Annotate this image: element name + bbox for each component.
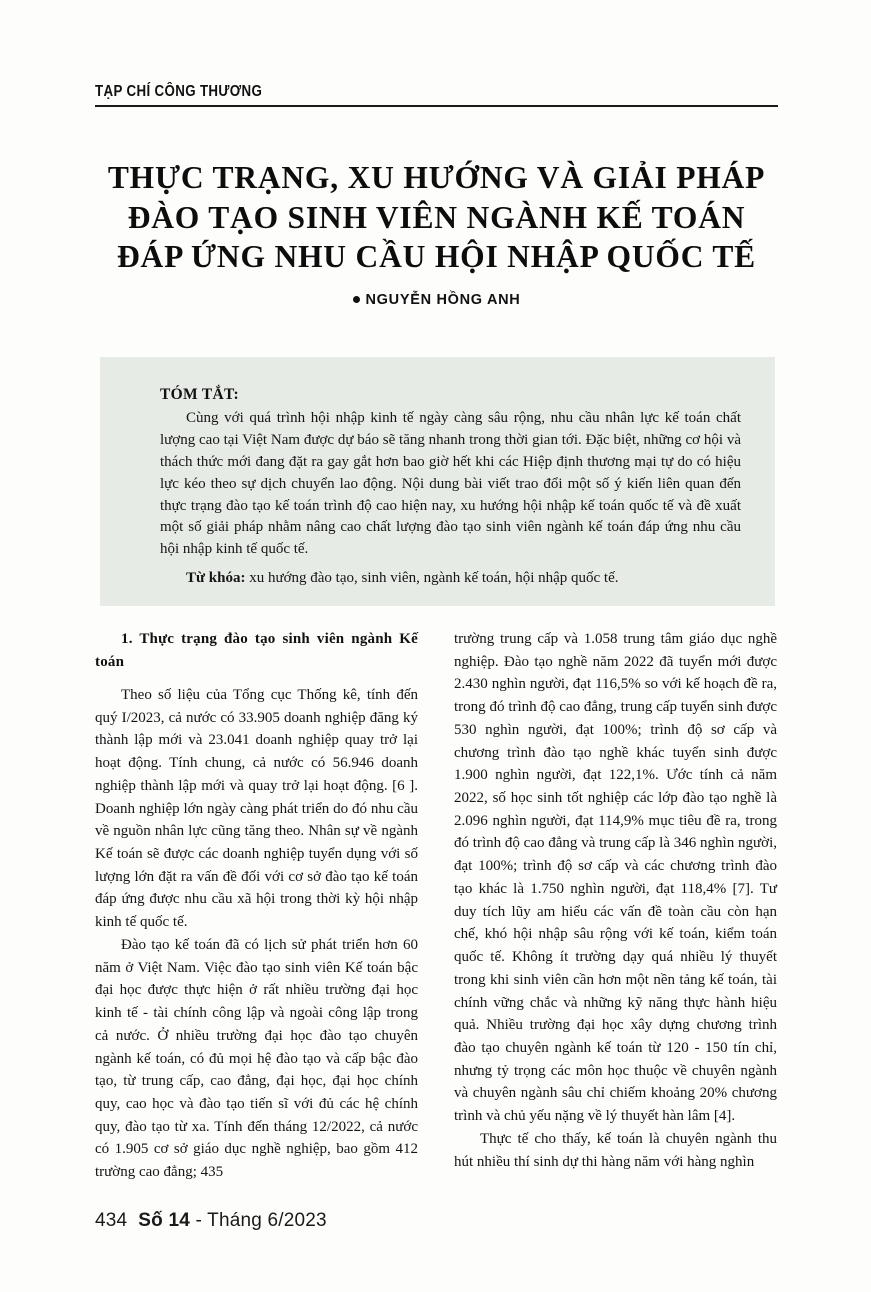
abstract-panel [100,357,775,606]
section-heading-1: 1. Thực trạng đào tạo sinh viên ngành Kế toán [95,631,418,670]
footer-issue: Số 14 [138,1210,190,1231]
author-byline [95,292,778,308]
article-title [95,158,778,277]
bullet-icon [353,296,360,303]
right-column [454,628,777,1198]
abstract-text: Cùng với quá trình hội nhập kinh tế ngày càng sâu rộng, nhu cầu nhân lực kế toán chất lượng cao tại Việt Nam được dự báo sẽ tăng nhanh trong thời gian tới. Đặc biệt, những cơ hội và thách thức mới đang đặt ra gay gắt hơn bao giờ hết khi các Hiệp định thương mại tự do có hiệu lực kéo theo sự dịch chuyển lao động. Nội dung bài viết trao đổi một số ý kiến liên quan đến thực trạng đào tạo kế toán trình độ cao hiện nay, xu hướng hội nhập kế toán quốc tế và đề xuất một số giải pháp nhằm nâng cao chất lượng đào tạo sinh viên ngành kế toán đáp ứng nhu cầu hội nhập kinh tế quốc tế. [160,410,741,558]
abstract-label: TÓM TẮT: [160,386,239,403]
left-column [95,628,418,1198]
abstract-keywords [160,568,741,590]
page-footer [95,1210,327,1232]
keywords-text: xu hướng đào tạo, sinh viên, ngành kế toán, hội nhập quốc tế. [245,570,619,587]
article-title-line-3: ĐÁP ỨNG NHU CẦU HỘI NHẬP QUỐC TẾ [116,239,756,275]
author-name: NGUYỄN HỒNG ANH [365,292,521,308]
body-columns [95,628,778,1198]
footer-separator: - [189,1210,208,1231]
left-paragraph-2: Đào tạo kế toán đã có lịch sử phát triển hơn 60 năm ở Việt Nam. Việc đào tạo sinh viên Kế toán bậc đại học được thực hiện ở rất nhiều trường đại học kinh tế - tài chính công lập và ngoài công lập trong cả nước. Ở nhiều trường đại học đào tạo chuyên ngành kế toán, có đủ mọi hệ đào tạo và cấp bậc đào tạo, từ trung cấp, cao đẳng, đại học, đại học chính quy, cao học và đào tạo tiến sĩ với đủ các hệ chính quy, đào tạo từ xa. Tính đến tháng 12/2022, cả nước có 1.905 cơ sở giáo dục nghề nghiệp, bao gồm 412 trường cao đẳng; 435 [95,936,418,1181]
footer-month: Tháng 6/2023 [207,1210,327,1231]
left-paragraph-1: Theo số liệu của Tổng cục Thống kê, tính đến quý I/2023, cả nước có 33.905 doanh nghiệp đăng ký thành lập mới và 23.041 doanh nghiệp quay trở lại hoạt động. Tính chung, cả nước có 56.946 doanh nghiệp thành lập mới và quay trở lại hoạt động. [6 ]. Doanh nghiệp lớn ngày càng phát triển do đó nhu cầu về nguồn nhân lực cũng tăng theo. Nhân sự về ngành Kế toán sẽ được các doanh nghiệp tuyển dụng với số lượng lớn đặt ra vấn đề đối với cơ sở đào tạo kế toán đáp ứng được nhu cầu xã hội trong thời kỳ hội nhập kinh tế quốc tế. [95,687,418,931]
right-paragraph-1: trường trung cấp và 1.058 trung tâm giáo dục nghề nghiệp. Đào tạo nghề năm 2022 đã tuyển mới được 2.430 nghìn người, đạt 116,5% so với kế hoạch đề ra, trong đó trình độ cao đẳng, trung cấp tuyển sinh được 530 nghìn người, đạt 100%; trình độ sơ cấp và chương trình đào tạo nghề khác tuyển sinh được 1.900 nghìn người, đạt 122,1%. Ước tính cả năm 2022, số học sinh tốt nghiệp các lớp đào tạo nghề là 2.096 nghìn người, đạt 114,9% mục tiêu đề ra, trong đó trình độ cao đẳng và trung cấp là 346 nghìn người, đạt 100%; trình độ sơ cấp và các chương trình đào tạo khác là 1.750 nghìn người, đạt 118,4% [7]. Tư duy tích lũy am hiểu các vấn đề toàn cầu còn hạn chế, khó hội nhập sâu rộng với kế toán, kiểm toán quốc tế. Không ít trường dạy quá nhiều lý thuyết trong khi sinh viên cần hơn một nền tảng kế toán, tài chính vững chắc và những kỹ năng thực hành hiệu quả. Nhiều trường đại học xây dựng chương trình đào tạo chuyên ngành kế toán từ 120 - 150 tín chỉ, nhưng tỷ trọng các môn học thuộc về chuyên ngành và chuyên ngành sâu chỉ chiếm khoảng 20% chương trình và chủ yếu nặng về lý thuyết hàn lâm [4]. [454,631,777,1125]
masthead-title: TẠP CHÍ CÔNG THƯƠNG [95,83,263,100]
footer-page-number: 434 [95,1210,128,1231]
right-paragraph-2: Thực tế cho thấy, kế toán là chuyên ngành thu hút nhiều thí sinh dự thi hàng năm với hàng nghìn [454,1130,777,1170]
article-title-line-2: ĐÀO TẠO SINH VIÊN NGÀNH KẾ TOÁN [127,199,746,235]
masthead-divider [95,105,778,107]
masthead [95,84,778,107]
keywords-label: Từ khóa: [186,570,246,587]
article-title-line-1: THỰC TRẠNG, XU HƯỚNG VÀ GIẢI PHÁP [107,160,766,196]
